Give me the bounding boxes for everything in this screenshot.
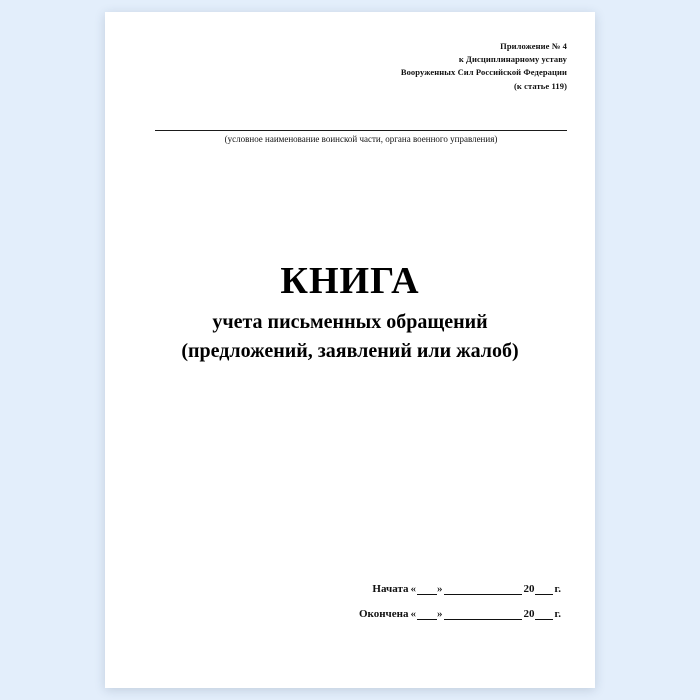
dates-block [359, 583, 561, 620]
finished-quote-close: » [436, 608, 443, 620]
started-quote-open: « [410, 583, 416, 595]
started-year-suffix: г. [554, 583, 561, 595]
started-year-blank [535, 583, 553, 595]
started-year-prefix: 20 [523, 583, 535, 595]
finished-month-blank [444, 608, 522, 620]
document-page [105, 12, 595, 688]
started-quote-close: » [436, 583, 443, 595]
page-subtitle-1: учета письменных обращений [212, 310, 488, 333]
started-month-blank [444, 583, 522, 595]
finished-year-prefix: 20 [523, 608, 535, 620]
started-day-blank [417, 583, 437, 595]
finished-label: Окончена [358, 608, 409, 620]
page-title: КНИГА [280, 260, 420, 302]
finished-quote-open: « [410, 608, 416, 620]
finished-year-suffix: г. [554, 608, 561, 620]
unit-name-field [155, 130, 567, 144]
appendix-line-4: (к статье 119) [513, 80, 567, 91]
appendix-line-3: Вооруженных Сил Российской Федерации [400, 67, 567, 78]
finished-year-blank [535, 608, 553, 620]
appendix-line-1: Приложение № 4 [500, 41, 567, 51]
appendix-block [401, 40, 567, 93]
unit-name-caption: (условное наименование воинской части, органа военного управления) [224, 134, 498, 144]
finished-row [359, 608, 561, 620]
finished-day-blank [417, 608, 437, 620]
started-row [359, 583, 561, 595]
title-block [105, 262, 595, 364]
started-label: Начата [372, 583, 409, 595]
page-subtitle-2: (предложений, заявлений или жалоб) [181, 339, 519, 362]
appendix-line-2: к Дисциплинарному уставу [458, 54, 567, 65]
unit-name-rule [155, 130, 567, 131]
